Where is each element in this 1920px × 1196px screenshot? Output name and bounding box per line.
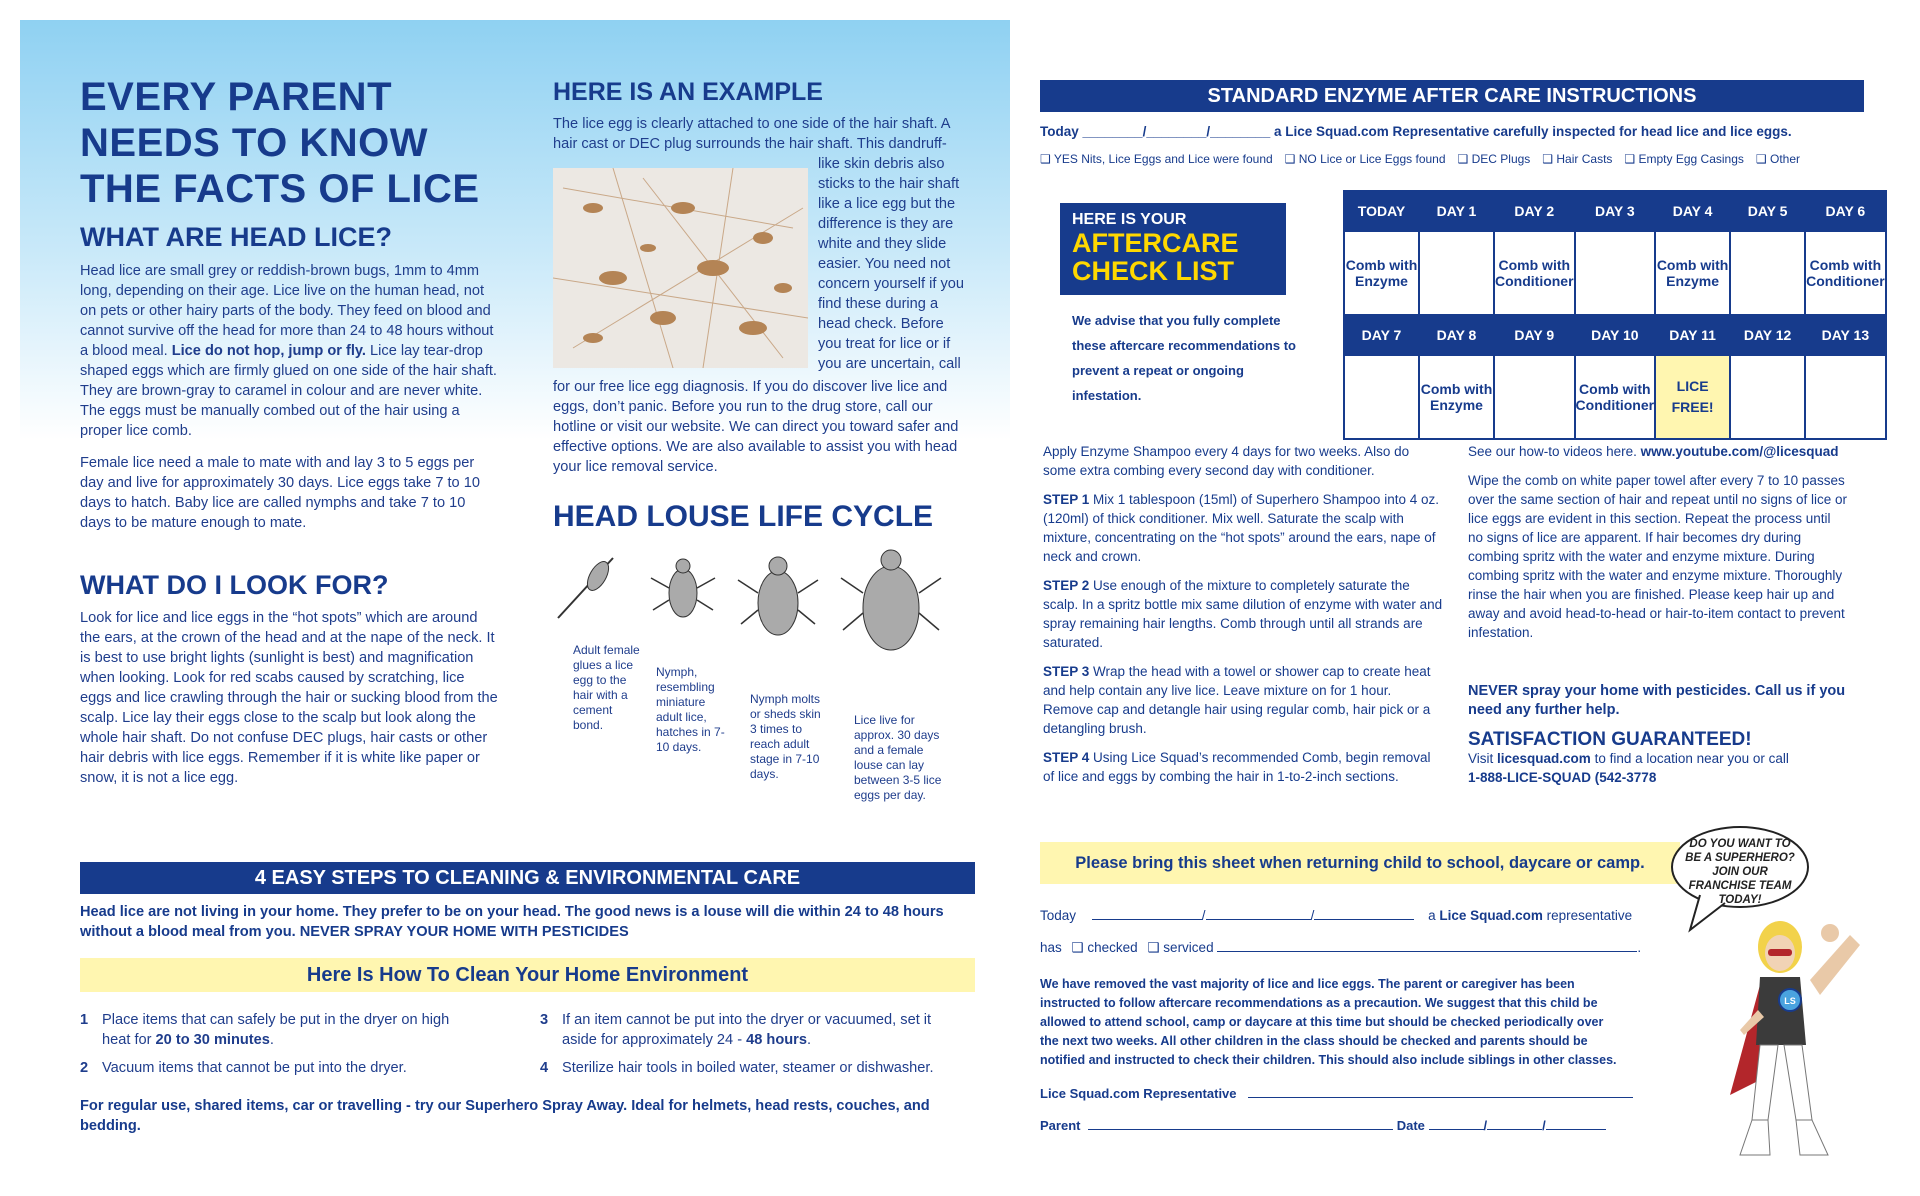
what-do-i-look-for-text: Look for lice and lice eggs in the “hot spots” which are around the ears, at the crown of the head and at the nape of the neck. It is best to use bright lights (sunlight is best) and magnification when looking. Look for red scabs caused by scratching, lice eggs and lice crawling through the hair or sucking blood from the scalp. Lice lay their eggs close to the scalp but look along the whole hair shaft. Do not confuse DEC plugs, hair casts or other hair debris with lice eggs. Remember if it is white like paper or snow, it is not a lice egg. (80, 610, 498, 786)
day-task: Comb with Enzyme (1655, 231, 1730, 315)
instructions-column (1043, 442, 1443, 786)
superhero-figure (1700, 905, 1870, 1170)
school-today-line: Today / / a Lice Squad.com representative (1040, 908, 1633, 923)
clean-step-2 (80, 1058, 460, 1078)
what-are-head-lice-heading: WHAT ARE HEAD LICE? (80, 222, 392, 252)
date-field[interactable] (1092, 919, 1202, 920)
example-text-top: The lice egg is clearly attached to one side of the hair shaft. A hair cast or DEC plug surrounds the hair shaft. This dandruff- (553, 116, 950, 152)
superhero-illustration (1700, 905, 1870, 1170)
life-cycle-caption: Adult female glues a lice egg to the hair with a cement bond. (573, 643, 640, 732)
step-text: Wrap the head with a towel or shower cap to create heat and help contain any live lice. Leave mixture on for 1 hour. Remove cap and detangle hair using regular comb, hair pick or a detangling brush. (1043, 664, 1431, 736)
inspection-checks (1040, 152, 1870, 166)
check-option[interactable]: ❑ DEC Plugs (1457, 152, 1531, 166)
day-header: DAY 3 (1575, 191, 1656, 231)
school-has-line: has ❑ checked ❑ serviced . (1040, 940, 1642, 955)
visit-text: Visit (1468, 751, 1498, 766)
step-text-c: . (806, 1032, 812, 1048)
day-task (1344, 355, 1419, 439)
step-text (562, 1010, 970, 1050)
steps-intro-text: Head lice are not living in your home. They prefer to be on your head. The good news is a louse will die within 24 to 48 hours without a blood meal from you. (80, 904, 944, 940)
aftercare-bar: STANDARD ENZYME AFTER CARE INSTRUCTIONS (1040, 80, 1864, 112)
clean-step-1 (80, 1010, 460, 1050)
day-header: DAY 1 (1419, 191, 1494, 231)
day-header: DAY 7 (1344, 315, 1419, 355)
aftercare-big-title: CHECK LIST (1072, 256, 1234, 286)
rep-signature-line (1040, 1086, 1633, 1101)
day-header: DAY 6 (1805, 191, 1886, 231)
step-number: 1 (80, 1012, 89, 1028)
step-text-bold: 48 hours (746, 1032, 807, 1048)
inspection-line: Today ________/________/________ a Lice Squad.com Representative carefully inspected for head lice and lice eggs. (1040, 124, 1792, 139)
check-option[interactable]: ❑ NO Lice or Lice Eggs found (1284, 152, 1446, 166)
example-heading: HERE IS AN EXAMPLE (553, 78, 823, 106)
speech-bubble-text: DO YOU WANT TO BE A SUPERHERO? JOIN OUR FRANCHISE TEAM TODAY! (1685, 838, 1795, 906)
step-number: 2 (80, 1060, 89, 1076)
videos-text: See our how-to videos here. (1468, 444, 1641, 459)
aftercare-small-title: HERE IS YOUR (1072, 211, 1187, 228)
rep-brand: Lice Squad.com (1439, 908, 1543, 923)
check-option[interactable]: ❑ Hair Casts (1542, 152, 1613, 166)
step-label: STEP 3 (1043, 664, 1090, 679)
day-header: TODAY (1344, 191, 1419, 231)
date-label: Date (1396, 1118, 1425, 1133)
instruction-step-2 (1043, 576, 1443, 652)
date-field[interactable] (1487, 1129, 1542, 1130)
aftercare-checklist-table (1343, 190, 1887, 440)
superhero-badge-text: LS (1784, 996, 1796, 1006)
speech-bubble (1670, 825, 1810, 910)
step-text: Sterilize hair tools in boiled water, steamer or dishwasher. (562, 1060, 934, 1076)
date-field[interactable] (1429, 1129, 1484, 1130)
day-task (1730, 231, 1805, 315)
has-line-field[interactable] (1217, 951, 1637, 952)
step-number: 4 (540, 1060, 549, 1076)
school-note-bar: Please bring this sheet when returning child to school, daycare or camp. (1040, 842, 1680, 884)
parent-signature-field[interactable] (1088, 1129, 1393, 1130)
rep-text: a (1428, 908, 1440, 923)
step-text (102, 1010, 460, 1050)
check-option[interactable]: ❑ Empty Egg Casings (1624, 152, 1744, 166)
step-text: Use enough of the mixture to completely saturate the scalp. In a spritz bottle mix same dilution of enzyme with water and spray remaining hair lengths. Comb through until all strands are saturated. (1043, 578, 1443, 650)
step-text: Vacuum items that cannot be put into the dryer. (102, 1060, 407, 1076)
lice-free-cell: LICE FREE! (1655, 355, 1730, 439)
what-are-head-lice-p2: Female lice need a male to mate with and lay 3 to 5 eggs per day and live for approximately 30 days. Lice eggs take 7 to 10 days to hatch. Baby lice are called nymphs and take 7 to 10 days to be mature enough to mate. (80, 455, 480, 531)
aftercare-checklist-title (1060, 203, 1286, 295)
steps-bar: 4 EASY STEPS TO CLEANING & ENVIRONMENTAL CARE (80, 862, 975, 894)
instruction-step-4 (1043, 748, 1443, 786)
step-text-a: If an item cannot be put into the dryer or vacuumed, set it aside for approximately 24 - (562, 1012, 932, 1048)
today-label: Today (1040, 908, 1077, 923)
instruction-step-1 (1043, 490, 1443, 566)
day-task: Comb with Conditioner (1575, 355, 1656, 439)
example-text-side: like skin debris also sticks to the hair shaft like a lice egg but the difference is they are white and they slide easier. You need not concern yourself if you find these during a head check. Before you treat for lice or if you are uncertain, call (818, 156, 965, 372)
day-task: Comb with Enzyme (1344, 231, 1419, 315)
has-label: has (1040, 940, 1062, 955)
step-label: STEP 2 (1043, 578, 1090, 593)
day-task (1730, 355, 1805, 439)
phone-number[interactable]: 1-888-LICE-SQUAD (542-3778 (1468, 770, 1657, 785)
life-cycle-heading: HEAD LOUSE LIFE CYCLE (553, 500, 934, 533)
day-header: DAY 2 (1494, 191, 1575, 231)
date-field[interactable] (1206, 919, 1311, 920)
step-text-c: . (269, 1032, 274, 1048)
date-field[interactable] (1314, 919, 1414, 920)
main-title-line: EVERY PARENT (80, 75, 392, 119)
day-header: DAY 11 (1655, 315, 1730, 355)
parent-label: Parent (1040, 1118, 1081, 1133)
step-text-bold: 20 to 30 minutes (155, 1032, 270, 1048)
rep-text-end: representative (1542, 908, 1633, 923)
clean-step-3 (540, 1010, 970, 1050)
main-title-line: NEEDS TO KNOW (80, 121, 429, 165)
day-header: DAY 10 (1575, 315, 1656, 355)
main-title (80, 74, 520, 212)
step-label: STEP 1 (1043, 492, 1090, 507)
clean-home-bar: Here Is How To Clean Your Home Environment (80, 958, 975, 992)
website-link[interactable]: licesquad.com (1497, 751, 1591, 766)
rep-signature-label: Lice Squad.com Representative (1040, 1086, 1237, 1101)
step-text-a: Place items that can safely be put in the dryer on high heat for (102, 1012, 450, 1048)
step-text: Mix 1 tablespoon (15ml) of Superhero Shampoo into 4 oz. (120ml) of thick conditioner. Mix well. Saturate the scalp with mixture, concentrating on the “hot spots” around the ears, nape of neck and crown. (1043, 492, 1439, 564)
parent-signature-line: Parent Date / / (1040, 1118, 1606, 1133)
step-text: Using Lice Squad’s recommended Comb, begin removal of lice and eggs by combing the hair in 1-to-2-inch sections. (1043, 750, 1431, 784)
lice-photo-illustration (553, 168, 808, 368)
day-header: DAY 5 (1730, 191, 1805, 231)
day-task: Comb with Conditioner (1494, 231, 1575, 315)
school-statement: We have removed the vast majority of lice and lice eggs. The parent or caregiver has been instructed to follow aftercare recommendations as a precaution. We suggest that this child be allowed to attend school, camp or daycare at this time but should be checked periodically over the next two weeks. All other children in the class should be checked and parents should be notified and instructed to check their children. This should also include siblings in other classes. (1040, 977, 1617, 1067)
life-cycle-caption: Nymph molts or sheds skin 3 times to reach adult stage in 7-10 days. (750, 692, 821, 781)
youtube-link[interactable]: www.youtube.com/@licesquad (1640, 444, 1839, 459)
main-title-line: THE FACTS OF LICE (80, 167, 480, 211)
step-label: STEP 4 (1043, 750, 1090, 765)
day-task (1494, 355, 1575, 439)
day-task: Comb with Conditioner (1805, 231, 1886, 315)
step-number: 3 (540, 1012, 549, 1028)
day-header: DAY 13 (1805, 315, 1886, 355)
life-cycle-caption: Lice live for approx. 30 days and a female louse can lay between 3-5 lice eggs per day. (854, 713, 942, 802)
visit-line (1468, 749, 1868, 768)
life-cycle-caption: Nymph, resembling miniature adult lice, hatches in 7-10 days. (656, 665, 725, 754)
p1-text: Head lice are small grey or reddish-brown bugs, 1mm to 4mm long, depending on their age. Lice live on the human head, not on pets or other hairy parts of the body. They feed on blood and cannot survive off the head for more than 24 to 48 hours without a blood meal. (80, 263, 494, 359)
day-header: DAY 4 (1655, 191, 1730, 231)
check-option[interactable]: ❑ Other (1755, 152, 1800, 166)
example-text-bottom: for our free lice egg diagnosis. If you do discover live lice and eggs, don’t panic. Before you run to the drug store, call our hotline or visit our website. We can direct you toward safer and effective options. We are also available to assist you with head your lice removal service. (553, 379, 959, 475)
date-field[interactable] (1546, 1129, 1606, 1130)
visit-text-end: to find a location near you or call (1590, 751, 1789, 766)
what-are-head-lice-p1 (80, 261, 500, 441)
lice-photo (553, 168, 808, 368)
p1-text-end: Lice lay tear-drop shaped eggs which are firmly glued on one side of the hair shaft. They are brown-gray to caramel in colour and are never white. The eggs must be manually combed out of the hair using a proper lice comb. (80, 343, 497, 439)
day-header: DAY 9 (1494, 315, 1575, 355)
clean-step-4 (540, 1058, 970, 1078)
day-header: DAY 8 (1419, 315, 1494, 355)
checked-option[interactable]: ❑ checked (1071, 940, 1138, 955)
what-do-i-look-for-heading: WHAT DO I LOOK FOR? (80, 570, 389, 600)
day-header: DAY 12 (1730, 315, 1805, 355)
p1-bold: Lice do not hop, jump or fly. (171, 343, 366, 359)
aftercare-big-title: AFTERCARE (1072, 228, 1239, 258)
satisfaction-guaranteed: SATISFACTION GUARANTEED! (1468, 729, 1752, 750)
day-task (1575, 231, 1656, 315)
check-option[interactable]: ❑ YES Nits, Lice Eggs and Lice were found (1040, 152, 1273, 166)
never-spray-warning: NEVER spray your home with pesticides. Call us if you need any further help. (1468, 683, 1846, 718)
instructions-intro: Apply Enzyme Shampoo every 4 days for two weeks. Also do some extra combing every second day with conditioner. (1043, 444, 1410, 478)
serviced-option[interactable]: ❑ serviced (1147, 940, 1214, 955)
rep-signature-field[interactable] (1248, 1097, 1633, 1098)
wipe-instructions: Wipe the comb on white paper towel after every 7 to 10 passes over the same section of hair and repeat until no signs of lice or lice eggs are evident in this section. Repeat the process until no signs of lice are apparent. If hair becomes dry during combing spritz with the water and enzyme mixture. During combing spritz with the water and enzyme mixture. Thoroughly rinse the hair when you are finished. Please keep hair up and away and avoid head-to-head or hair-to-item contact to prevent infestation. (1468, 473, 1847, 640)
steps-intro (80, 902, 960, 942)
instructions-right-column (1468, 442, 1868, 787)
steps-footer: For regular use, shared items, car or travelling - try our Superhero Spray Away. Ideal for helmets, head rests, couches, and bedding. (80, 1098, 930, 1134)
instruction-step-3 (1043, 662, 1443, 738)
day-task (1419, 231, 1494, 315)
videos-line (1468, 442, 1868, 461)
aftercare-advice: We advise that you fully complete these aftercare recommendations to prevent a repeat or ongoing infestation. (1072, 313, 1296, 403)
day-task (1805, 355, 1886, 439)
steps-intro-emphasis: NEVER SPRAY YOUR HOME WITH PESTICIDES (299, 924, 629, 940)
day-task: Comb with Enzyme (1419, 355, 1494, 439)
